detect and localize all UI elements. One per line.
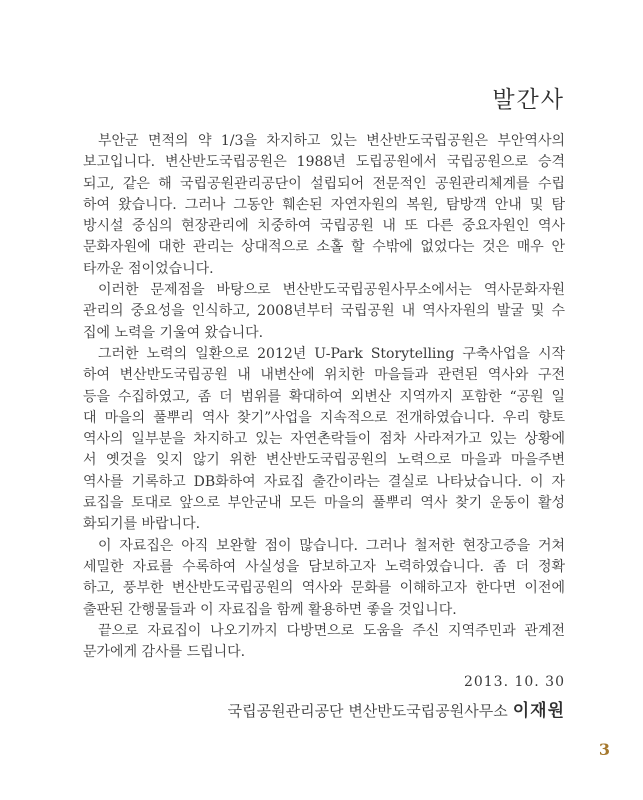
text-line: 문가에게 감사를 드립니다. — [83, 644, 246, 661]
text-line: 이 자료집은 아직 보완할 점이 많습니다. 그러나 철저한 현장고증을 거쳐 — [98, 537, 565, 554]
text-line: 화되기를 바랍니다. — [83, 516, 201, 533]
text-line: 하여 변산반도국립공원 내 내변산에 위치한 마을들과 관련된 역사와 구전 — [83, 367, 565, 384]
text-line: 역사를 기록하고 DB화하여 자료집 출간이라는 결실로 나타났습니다. 이 자 — [83, 473, 565, 490]
text-line: 세밀한 자료를 수록하여 사실성을 담보하고자 노력하였습니다. 좀 더 정확 — [83, 558, 565, 575]
paragraph — [83, 131, 565, 280]
text-line: 료집을 토대로 앞으로 부안군내 모든 마을의 풀뿌리 역사 찾기 운동이 활성 — [83, 495, 565, 512]
text-line: 부안군 면적의 약 1/3을 차지하고 있는 변산반도국립공원은 부안역사의 — [98, 133, 565, 149]
author-name: 이재원 — [512, 701, 565, 721]
text-line: 등을 수집하였고, 좀 더 범위를 확대하여 외변산 지역까지 포함한 “공원 일 — [83, 388, 565, 405]
text-line: 보고입니다. 변산반도국립공원은 1988년 도립공원에서 국립공원으로 승격 — [83, 154, 565, 171]
paragraph — [83, 280, 565, 344]
paragraph — [83, 536, 565, 621]
text-line: 집에 노력을 기울여 왔습니다. — [83, 324, 264, 341]
paragraph — [83, 344, 565, 536]
text-line: 역사의 일부분을 차지하고 있는 자연촌락들이 점차 사라져가고 있는 상황에 — [83, 431, 565, 448]
body-text — [83, 131, 565, 663]
text-line: 타까운 점이었습니다. — [83, 260, 214, 277]
text-line: 출판된 간행물들과 이 자료집을 함께 활용하면 좋을 것입니다. — [83, 601, 457, 618]
paragraph — [83, 621, 565, 664]
text-line: 이러한 문제점을 바탕으로 변산반도국립공원사무소에서는 역사문화자원 — [98, 282, 565, 299]
text-line: 되고, 같은 해 국립공원관리공단이 설립되어 전문적인 공원관리체계를 수립 — [83, 175, 565, 192]
organization-name: 국립공원관리공단 변산반도국립공원사무소 — [227, 702, 508, 720]
text-line: 그러한 노력의 일환으로 2012년 U-Park Storytelling 구축사업을 시작 — [98, 345, 565, 362]
publication-date: 2013. 10. 30 — [463, 674, 565, 690]
text-line: 방시설 중심의 현장관리에 치중하여 국립공원 내 또 다른 중요자원인 역사 — [83, 218, 565, 235]
text-line: 서 옛것을 잊지 않기 위한 변산반도국립공원의 노력으로 마을과 마을주변 — [83, 452, 565, 469]
text-line: 끝으로 자료집이 나오기까지 다방면으로 도움을 주신 지역주민과 관계전 — [98, 622, 565, 639]
page-title: 발간사 — [492, 87, 565, 113]
text-line: 관리의 중요성을 인식하고, 2008년부터 국립공원 내 역사자원의 발굴 및 수 — [83, 303, 565, 320]
signature-line — [83, 696, 565, 721]
text-line: 문화자원에 대한 관리는 상대적으로 소홀 할 수밖에 없었다는 것은 매우 안 — [83, 239, 565, 256]
page-number: 3 — [598, 740, 610, 759]
text-line: 하여 왔습니다. 그러나 그동안 훼손된 자연자원의 복원, 탐방객 안내 및 탐 — [83, 196, 565, 213]
text-line: 하고, 풍부한 변산반도국립공원의 역사와 문화를 이해하고자 한다면 이전에 — [83, 580, 565, 597]
text-line: 대 마을의 풀뿌리 역사 찾기”사업을 지속적으로 전개하였습니다. 우리 향토 — [83, 409, 565, 426]
